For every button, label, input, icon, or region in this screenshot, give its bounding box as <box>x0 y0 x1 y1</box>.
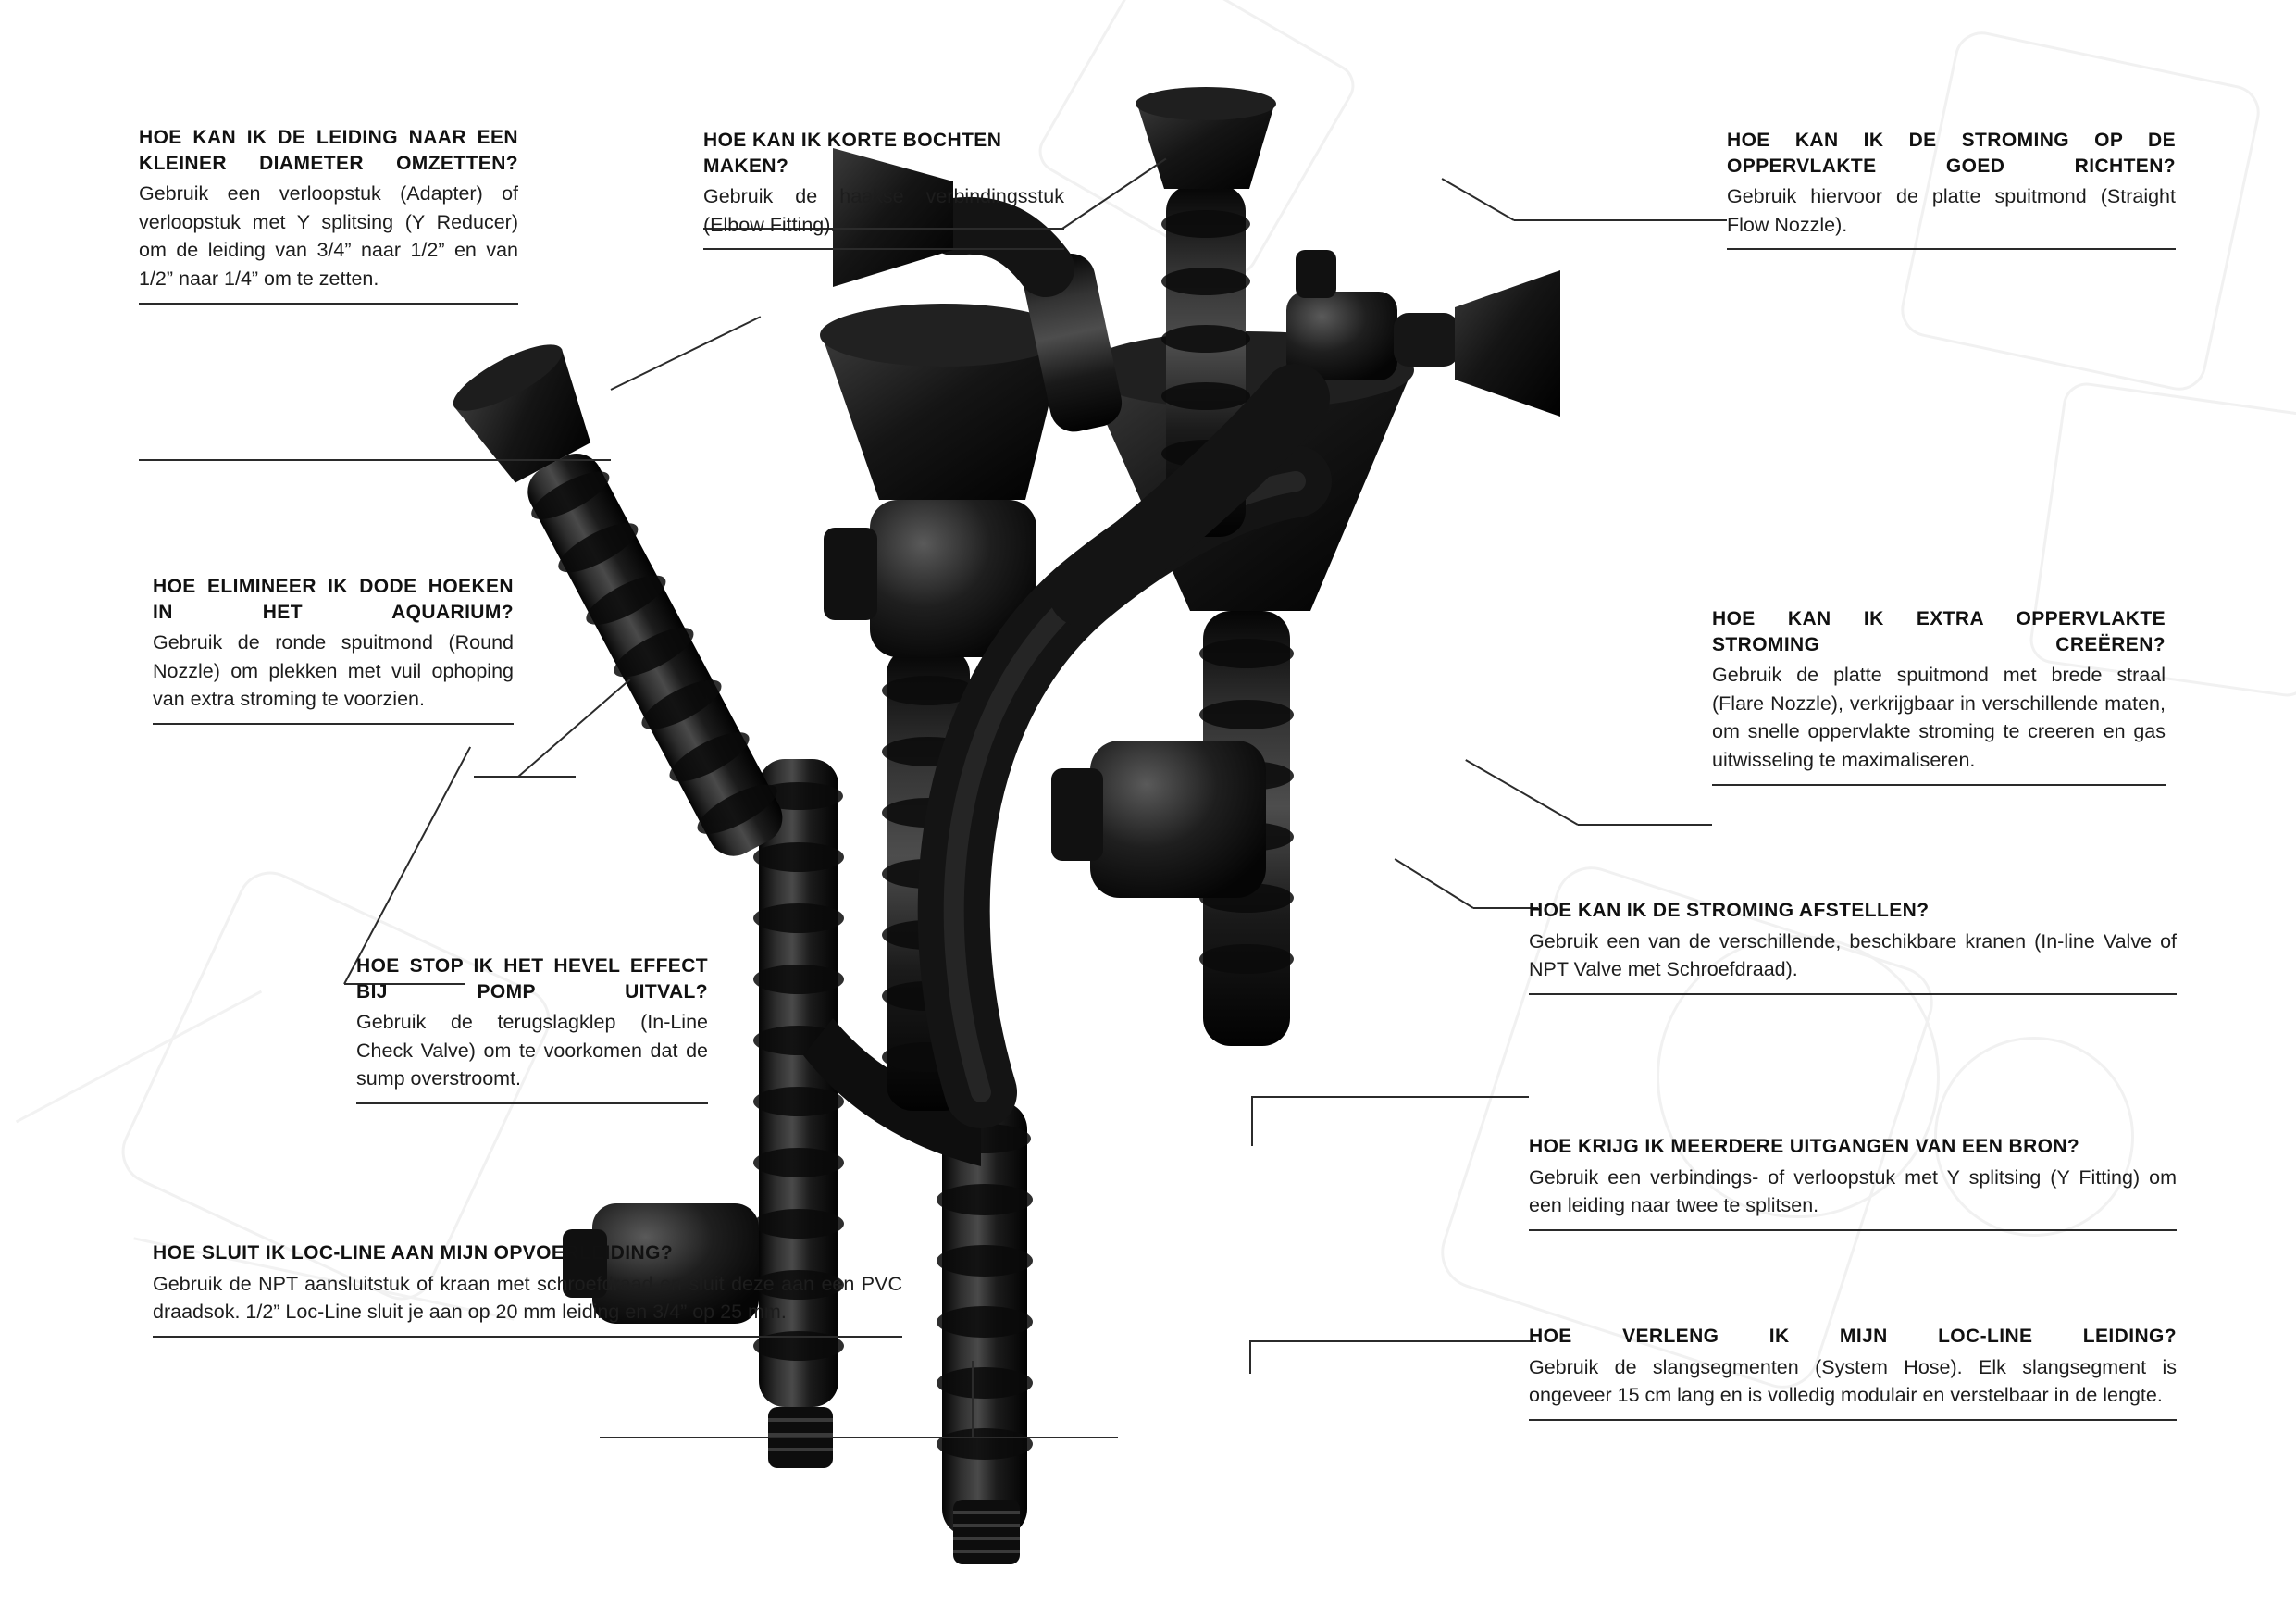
leader-line-npt-v <box>972 1361 974 1438</box>
callout-round-nozzle-body: Gebruik de ronde spuitmond (Round Nozzle) om plekken met vuil ophoping van extra stroming te voorzien. <box>153 631 514 711</box>
callout-valve <box>1529 898 2177 995</box>
leader-line-flare-nozzle <box>1578 824 1712 826</box>
callout-npt-connect-body: Gebruik de NPT aansluitstuk of kraan met schroefdraad en sluit deze aan een PVC draadsok. 1/2” Loc-Line sluit je aan op 20 mm leiding en 3/4” op 25 mm. <box>153 1272 902 1324</box>
callout-elbow <box>703 128 1064 250</box>
callout-check-valve <box>356 953 708 1104</box>
leader-line-npt <box>600 1437 1118 1438</box>
leader-line-round-nozzle-diag <box>517 679 630 777</box>
callout-straight-flow-rule <box>1727 248 2176 250</box>
callout-y-fitting <box>1529 1134 2177 1231</box>
callout-flare-nozzle-title: HOE KAN IK EXTRA OPPERVLAKTE STROMING CREËREN? <box>1712 608 2166 655</box>
callout-round-nozzle-rule <box>153 723 514 725</box>
callout-check-valve-title: HOE STOP IK HET HEVEL EFFECT BIJ POMP UITVAL? <box>356 955 708 1003</box>
leader-line-system-hose-v <box>1249 1340 1251 1374</box>
leader-line-system-hose <box>1249 1340 1536 1342</box>
leader-line-y-fitting-v <box>1251 1096 1253 1146</box>
callout-valve-rule <box>1529 993 2177 995</box>
callout-npt-connect-rule <box>153 1336 902 1338</box>
callout-reducer-rule <box>139 303 518 305</box>
callout-straight-flow-title: HOE KAN IK DE STROMING OP DE OPPERVLAKTE GOED RICHTEN? <box>1727 130 2176 177</box>
callout-reducer-title: HOE KAN IK DE LEIDING NAAR EEN KLEINER DIAMETER OMZETTEN? <box>139 127 518 174</box>
callout-system-hose-body: Gebruik de slangsegmenten (System Hose). Elk slangsegment is ongeveer 15 cm lang en is volledig modulair en verstelbaar in de lengte. <box>1529 1355 2177 1407</box>
leader-line-y-fitting <box>1251 1096 1529 1098</box>
leader-line-round-nozzle <box>474 776 576 778</box>
callout-valve-body: Gebruik een van de verschillende, beschikbare kranen (In-line Valve of NPT Valve met Schroefdraad). <box>1529 929 2177 981</box>
callout-round-nozzle <box>153 574 514 725</box>
callout-y-fitting-rule <box>1529 1229 2177 1231</box>
callout-flare-nozzle-body: Gebruik de platte spuitmond met brede straal (Flare Nozzle), verkrijgbaar in verschillende maten, om snelle oppervlakte stroming te creeren en gas uitwisseling te maximaliseren. <box>1712 664 2166 771</box>
callout-npt-connect <box>153 1240 902 1338</box>
callout-system-hose-rule <box>1529 1419 2177 1421</box>
callout-reducer <box>139 125 518 305</box>
callout-straight-flow-body: Gebruik hiervoor de platte spuitmond (Straight Flow Nozzle). <box>1727 185 2176 236</box>
callout-system-hose-title: HOE VERLENG IK MIJN LOC-LINE LEIDING? <box>1529 1326 2177 1347</box>
callout-elbow-title: HOE KAN IK KORTE BOCHTEN MAKEN? <box>703 130 1002 177</box>
callout-system-hose <box>1529 1324 2177 1421</box>
callout-elbow-rule <box>703 248 1064 250</box>
leader-line-straight-flow <box>1514 219 1727 221</box>
callout-straight-flow <box>1727 128 2176 250</box>
callout-y-fitting-body: Gebruik een verbindings- of verloopstuk met Y splitsing (Y Fitting) om een leiding naar twee te splitsen. <box>1529 1165 2177 1217</box>
callout-check-valve-rule <box>356 1102 708 1104</box>
callout-flare-nozzle <box>1712 606 2166 786</box>
callout-round-nozzle-title: HOE ELIMINEER IK DODE HOEKEN IN HET AQUARIUM? <box>153 576 514 623</box>
callout-check-valve-body: Gebruik de terugslagklep (In-Line Check Valve) om te voorkomen dat de sump overstroomt. <box>356 1011 708 1090</box>
callout-valve-title: HOE KAN IK DE STROMING AFSTELLEN? <box>1529 900 1930 921</box>
callout-flare-nozzle-rule <box>1712 784 2166 786</box>
callout-y-fitting-title: HOE KRIJG IK MEERDERE UITGANGEN VAN EEN BRON? <box>1529 1136 2080 1157</box>
callout-elbow-body: Gebruik de haakse verbindingsstuk (Elbow Fitting). <box>703 185 1064 236</box>
callout-npt-connect-title: HOE SLUIT IK LOC-LINE AAN MIJN OPVOERLEIDING? <box>153 1242 674 1264</box>
leader-line-reducer <box>139 459 611 461</box>
callout-reducer-body: Gebruik een verloopstuk (Adapter) of verloopstuk met Y splitsing (Y Reducer) om de leiding van 3/4” naar 1/2” en van 1/2” naar 1/4” om te zetten. <box>139 182 518 290</box>
